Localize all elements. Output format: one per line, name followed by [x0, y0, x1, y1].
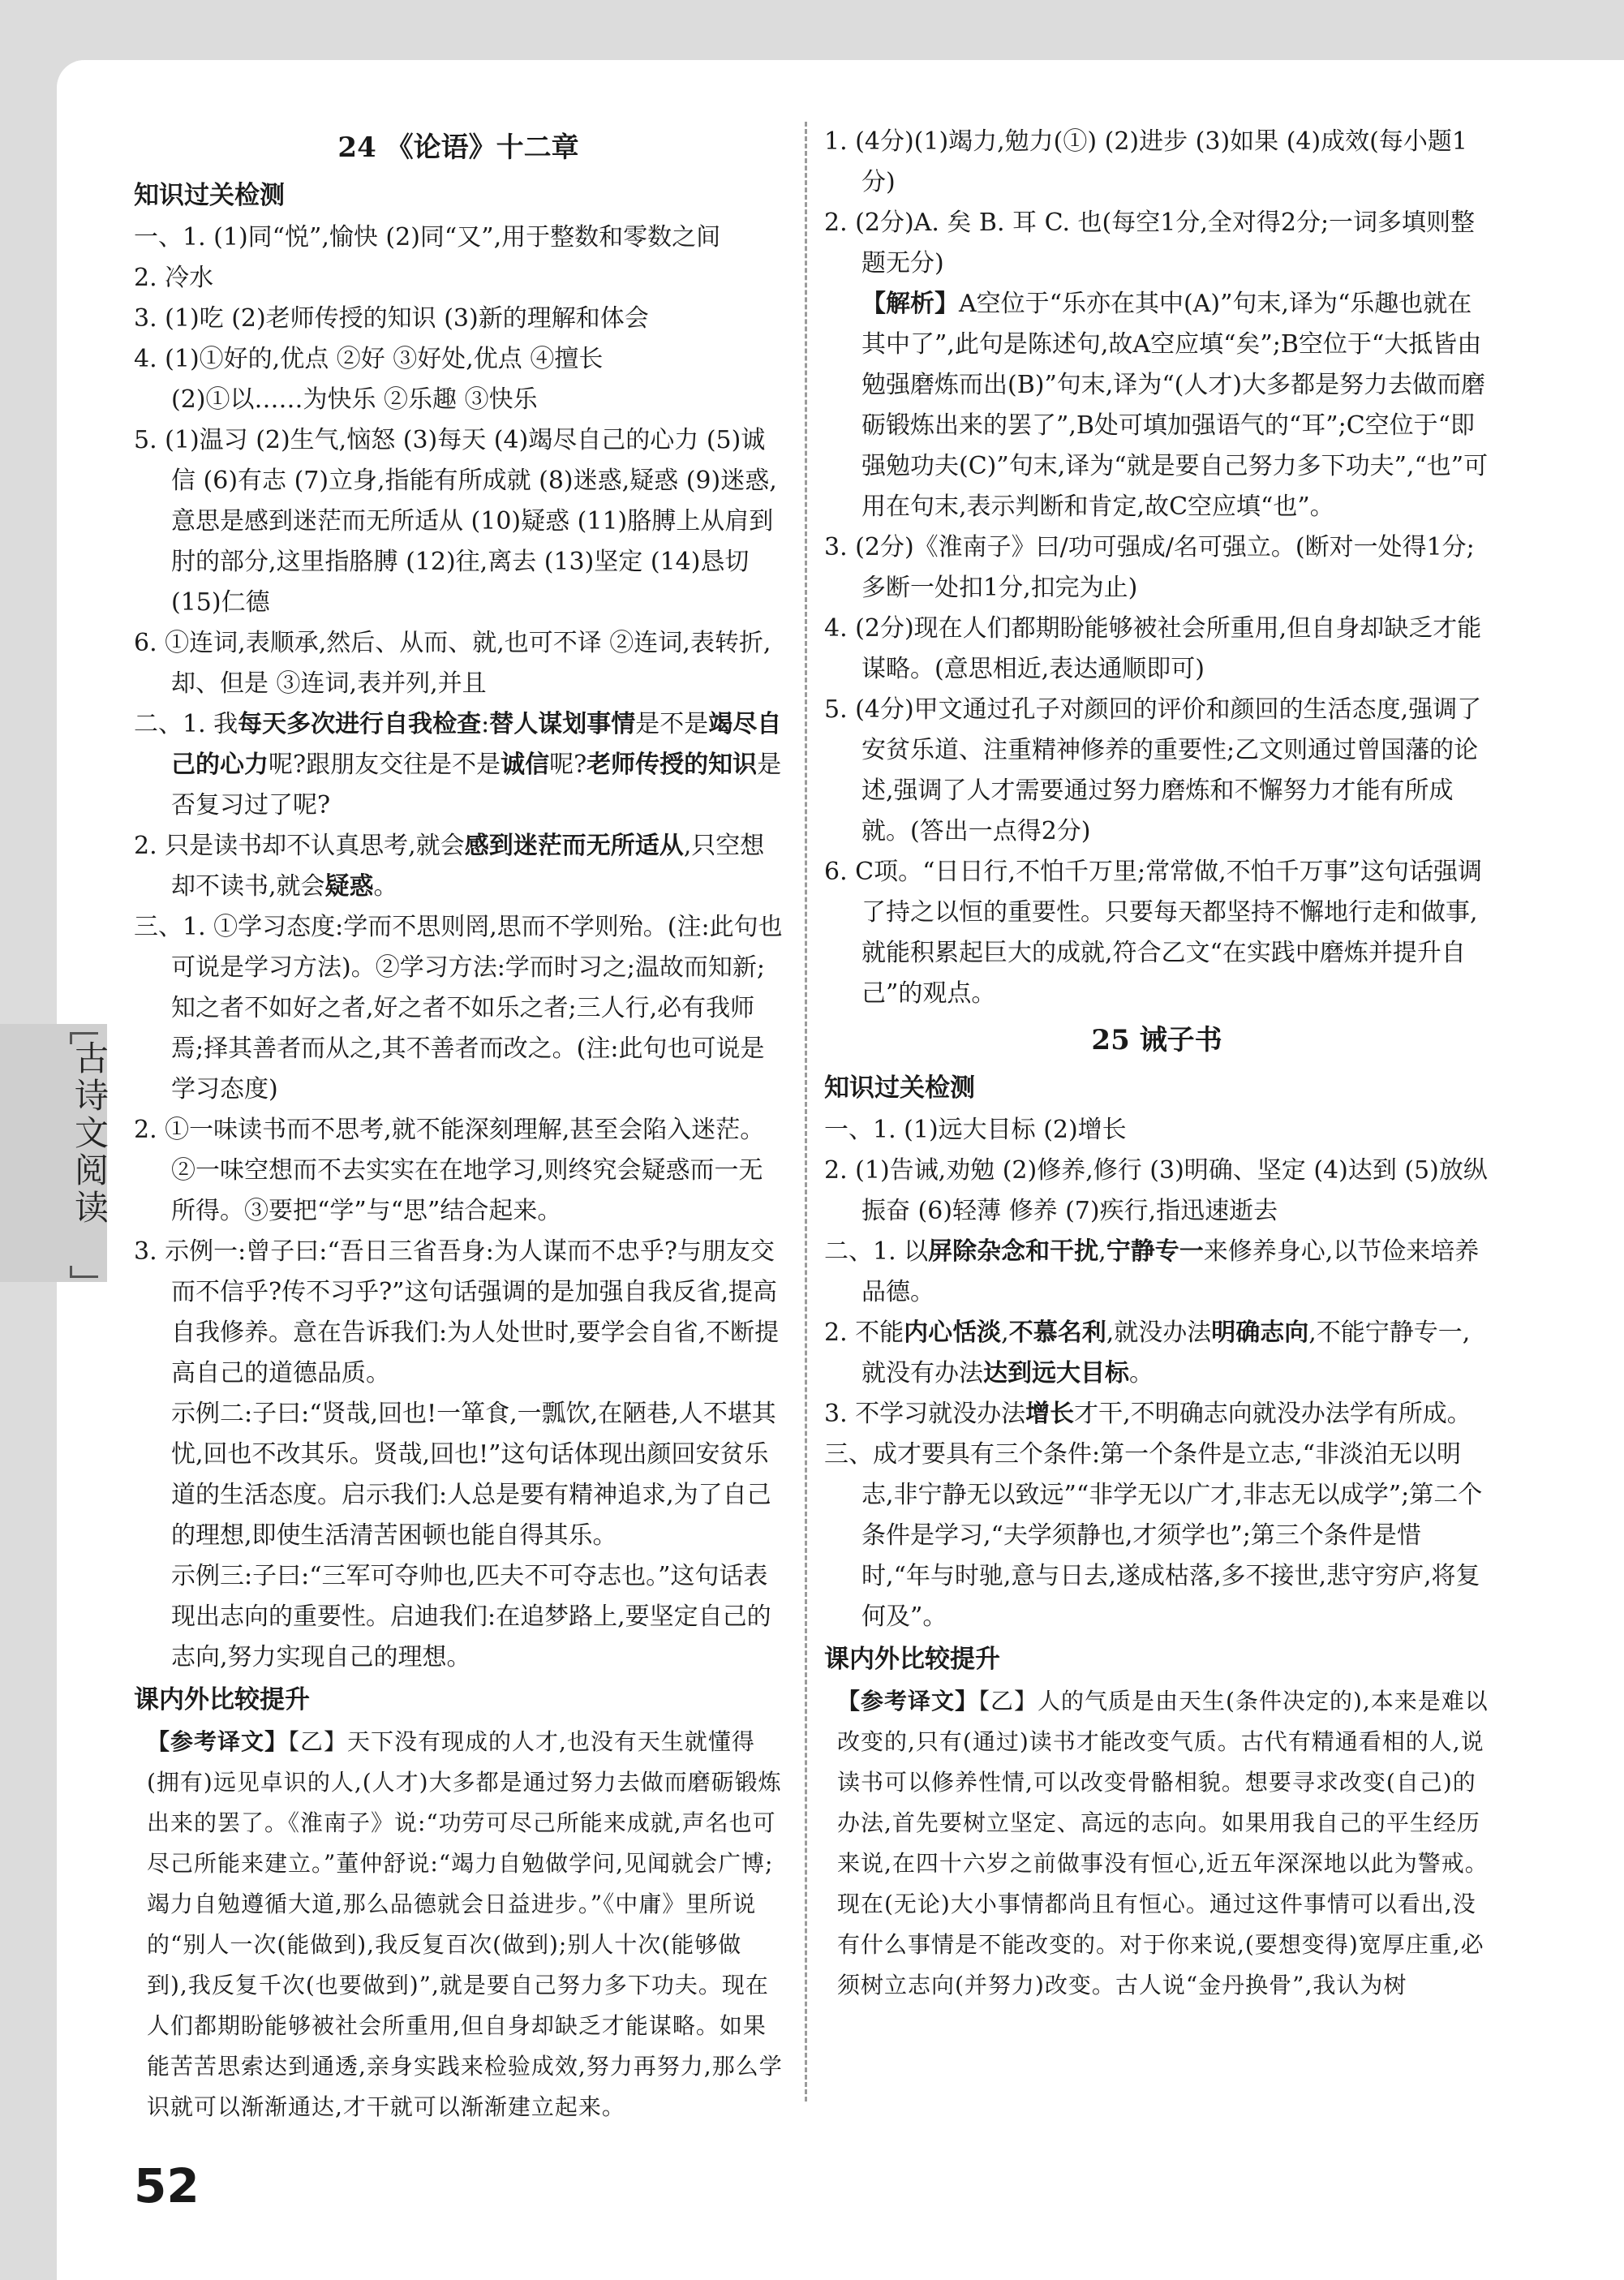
- answer-item: 5. (4分)甲文通过孔子对颜回的评价和颜回的生活态度,强调了安贫乐道、注重精神修养的重要性;乙文则通过曾国藩的论述,强调了人才需要通过努力磨炼和不懈努力才能有所成就。(答出一点得2分): [824, 695, 1482, 845]
- answer-item: 4. (1)①好的,优点 ②好 ③好处,优点 ④擅长: [134, 345, 604, 373]
- item-text: 来修养身心,以节俭来培养品德。: [861, 1237, 1480, 1306]
- answer-item: 三、成才要具有三个条件:第一个条件是立志,“非淡泊无以明志,非宁静无以致远”“非学无以广才,非志无以成学”;第二个条件是学习,“夫学须静也,才须学也”;第三个条件是惜时,“年与时驰,意与日去,遂成枯落,多不接世,悲守穷庐,将复何及”。: [824, 1440, 1483, 1631]
- key-phrase: 竭尽自己的心力: [171, 710, 782, 779]
- answer-item: 1. (4分)(1)竭力,勉力(①) (2)进步 (3)如果 (4)成效(每小题1分): [824, 127, 1467, 196]
- section-heading: 知识过关检测: [134, 181, 285, 210]
- right-column: [824, 122, 1489, 2006]
- translation-label: 【参考译文】: [147, 1728, 289, 1755]
- key-phrase: 疑惑: [324, 872, 374, 901]
- answer-item: [824, 1313, 1489, 1394]
- key-phrase: 每天多次进行自我检查: [238, 710, 482, 738]
- translation-text: 【乙】人的气质是由天生(条件决定的),本来是难以改变的,只有(通过)读书才能改变气质。古代有精通看相的人,说读书可以修养性情,可以改变骨骼相貌。想要寻求改变(自己)的办法,首先要树立坚定、高远的志向。如果用我自己的平生经历来说,在四十六岁之前做事没有恒心,近五年深深地以此为警戒。现在(无论)大小事情都尚且有恒心。通过这件事情可以看出,没有什么事情是不能改变的。对于你来说,(要想变得)宽厚庄重,必须树立志向(并努力)改变。古人说“金丹换骨”,我认为树: [837, 1688, 1489, 1998]
- item-text: 2. 只是读书却不认真思考,就会: [134, 832, 465, 860]
- reference-translation: [134, 1722, 783, 2127]
- key-phrase: 宁静专一: [1106, 1237, 1204, 1266]
- section-heading: 课内外比较提升: [824, 1645, 1000, 1674]
- item-text: 3. 不学习就没办法: [824, 1400, 1026, 1428]
- item-text: 。: [1129, 1359, 1154, 1387]
- item-text: 2. 不能: [824, 1319, 904, 1347]
- item-text: 。: [373, 872, 398, 901]
- answer-item: 3. (2分)《淮南子》曰/功可强成/名可强立。(断对一处得1分;多断一处扣1分,扣完为止): [824, 533, 1475, 602]
- section-heading: 知识过关检测: [824, 1073, 975, 1103]
- key-phrase: 替人谋划事情: [489, 710, 636, 738]
- translation-text: 【乙】天下没有现成的人才,也没有天生就懂得(拥有)远见卓识的人,(人才)大多都是通过努力去做而磨砺锻炼出来的罢了。《淮南子》说:“功劳可尽己所能来成就,声名也可尽己所能来建立。”董仲舒说:“竭力自勉做学问,见闻就会广博;竭力自勉遵循大道,那么品德就会日益进步。”《中庸》里所说的“别人一次(能做到),我反复百次(做到);别人十次(能够做到),我反复千次(也要做到)”,就是要自己努力多下功夫。现在人们都期盼能够被社会所重用,但自身却缺乏才能谋略。如果能苦苦思索达到通透,亲身实践来检验成效,努力再努力,那么学识就可以渐渐通达,才干就可以渐渐建立起来。: [147, 1728, 783, 2120]
- translation-label: 【参考译文】: [837, 1688, 979, 1714]
- answer-item: 3. (1)吃 (2)老师传授的知识 (3)新的理解和体会: [134, 304, 649, 333]
- key-phrase: 明确志向: [1211, 1319, 1309, 1347]
- item-text: ,只空想却不读书,就会: [171, 832, 765, 901]
- item-text: ,: [1098, 1237, 1106, 1266]
- answer-item: 三、1. ①学习态度:学而不思则罔,思而不学则殆。(注:此句也可说是学习方法)。②学习方法:学而时习之;温故而知新;知之者不如好之者,好之者不如乐之者;三人行,必有我师焉;择其善者而从之,其不善者而改之。(注:此句也可说是学习态度): [134, 913, 783, 1103]
- lesson-title-25: 25 诫子书: [1091, 1024, 1222, 1056]
- answer-item: 6. ①连词,表顺承,然后、从而、就,也可不译 ②连词,表转折,却、但是 ③连词,表并列,并且: [134, 629, 771, 698]
- answer-item-cont: 示例二:子曰:“贤哉,回也!一箪食,一瓢饮,在陋巷,人不堪其忧,回也不改其乐。贤哉,回也!”这句话体现出颜回安贫乐道的生活态度。启示我们:人总是要有精神追求,为了自己的理想,即使生活清苦困顿也能自得其乐。: [171, 1400, 776, 1550]
- answer-item: 5. (1)温习 (2)生气,恼怒 (3)每天 (4)竭尽自己的心力 (5)诚信 (6)有志 (7)立身,指能有所成就 (8)迷惑,疑惑 (9)迷惑,意思是感到迷茫而无所适从 (10)疑惑 (11)胳膊上从肩到肘的部分,这里指胳膊 (12)往,离去 (13)坚定 (14)恳切 (15)仁德: [134, 426, 777, 617]
- answer-item: [824, 1394, 1489, 1435]
- key-phrase: 诚信: [501, 751, 550, 779]
- key-phrase: 不慕名利: [1008, 1319, 1106, 1347]
- item-text: ,不能宁静专一,就没有办法: [861, 1319, 1471, 1387]
- item-text: :: [481, 710, 490, 738]
- item-text: ,: [1001, 1319, 1009, 1347]
- answer-item: 一、1. (1)远大目标 (2)增长: [824, 1116, 1127, 1144]
- answer-item: 2. (2分)A. 矣 B. 耳 C. 也(每空1分,全对得2分;一词多填则整题无分): [824, 209, 1476, 277]
- key-phrase: 达到远大目标: [983, 1359, 1129, 1387]
- item-text: 是否复习过了呢?: [171, 751, 782, 820]
- tab-bracket-bottom: [70, 1266, 98, 1278]
- lesson-title-24: 24 《论语》十二章: [337, 131, 579, 164]
- answer-item-cont: 示例三:子曰:“三军可夺帅也,匹夫不可夺志也。”这句话表现出志向的重要性。启迪我们:在追梦路上,要坚定自己的志向,努力实现自己的理想。: [171, 1562, 771, 1671]
- answer-item: 2. ①一味读书而不思考,就不能深刻理解,甚至会陷入迷茫。②一味空想而不去实实在在地学习,则终究会疑惑而一无所得。③要把“学”与“思”结合起来。: [134, 1116, 765, 1225]
- answer-item: 2. 冷水: [134, 264, 214, 292]
- item-text: 二、1. 以: [824, 1237, 929, 1266]
- item-text: ,就没办法: [1106, 1319, 1212, 1347]
- key-phrase: 屏除杂念和干扰: [928, 1237, 1099, 1266]
- answer-item: 2. (1)告诫,劝勉 (2)修养,修行 (3)明确、坚定 (4)达到 (5)放纵 振奋 (6)轻薄 修养 (7)疾行,指迅速逝去: [824, 1156, 1488, 1225]
- key-phrase: 内心恬淡: [904, 1319, 1002, 1347]
- item-text: 是不是: [635, 710, 709, 738]
- key-phrase: 感到迷茫而无所适从: [464, 832, 684, 860]
- item-text: 才干,不明确志向就没办法学有所成。: [1074, 1400, 1471, 1428]
- key-phrase: 老师传授的知识: [586, 751, 758, 779]
- analysis-label: 【解析】: [861, 290, 959, 318]
- answer-item: 4. (2分)现在人们都期盼能够被社会所重用,但自身却缺乏才能谋略。(意思相近,表达通顺即可): [824, 614, 1482, 683]
- reference-translation: [824, 1681, 1489, 2006]
- answer-item: 一、1. (1)同“悦”,愉快 (2)同“又”,用于整数和零数之间: [134, 223, 721, 252]
- column-divider: [805, 122, 807, 2101]
- answer-item: [134, 704, 783, 826]
- page-number: 52: [134, 2158, 200, 2213]
- answer-item: 6. C项。“日日行,不怕千万里;常常做,不怕千万事”这句话强调了持之以恒的重要性。只要每天都坚持不懈地行走和做事,就能积累起巨大的成就,符合乙文“在实践中磨炼并提升自己”的观点。: [824, 858, 1482, 1008]
- answer-item-cont: (2)①以……为快乐 ②乐趣 ③快乐: [171, 385, 538, 414]
- analysis: [824, 284, 1489, 527]
- left-column: [134, 122, 783, 2127]
- item-text: 呢?跟朋友交往是不是: [269, 751, 501, 779]
- answer-item: [824, 1232, 1489, 1313]
- answer-item: 3. 示例一:曾子曰:“吾日三省吾身:为人谋而不忠乎?与朋友交而不信乎?传不习乎?”这句话强调的是加强自我反省,提高自我修养。意在告诉我们:为人处世时,要学会自省,不断提高自己的道德品质。: [134, 1237, 780, 1387]
- section-heading: 课内外比较提升: [134, 1685, 310, 1714]
- key-phrase: 增长: [1025, 1400, 1075, 1428]
- item-text: 二、1. 我: [134, 710, 238, 738]
- side-tab-label: 古诗文阅读: [70, 1040, 110, 1227]
- answer-item: [134, 826, 783, 907]
- item-text: 呢?: [549, 751, 587, 779]
- analysis-text: A空位于“乐亦在其中(A)”句末,译为“乐趣也就在其中了”,此句是陈述句,故A空应填“矣”;B空位于“大抵皆由勉强磨炼而出(B)”句末,译为“(人才)大多都是努力去做而磨砺锻炼出来的罢了”,B处可填加强语气的“耳”;C空位于“即强勉功夫(C)”句末,译为“就是要自己努力多下功夫”,“也”可用在句末,表示判断和肯定,故C空应填“也”。: [861, 290, 1489, 521]
